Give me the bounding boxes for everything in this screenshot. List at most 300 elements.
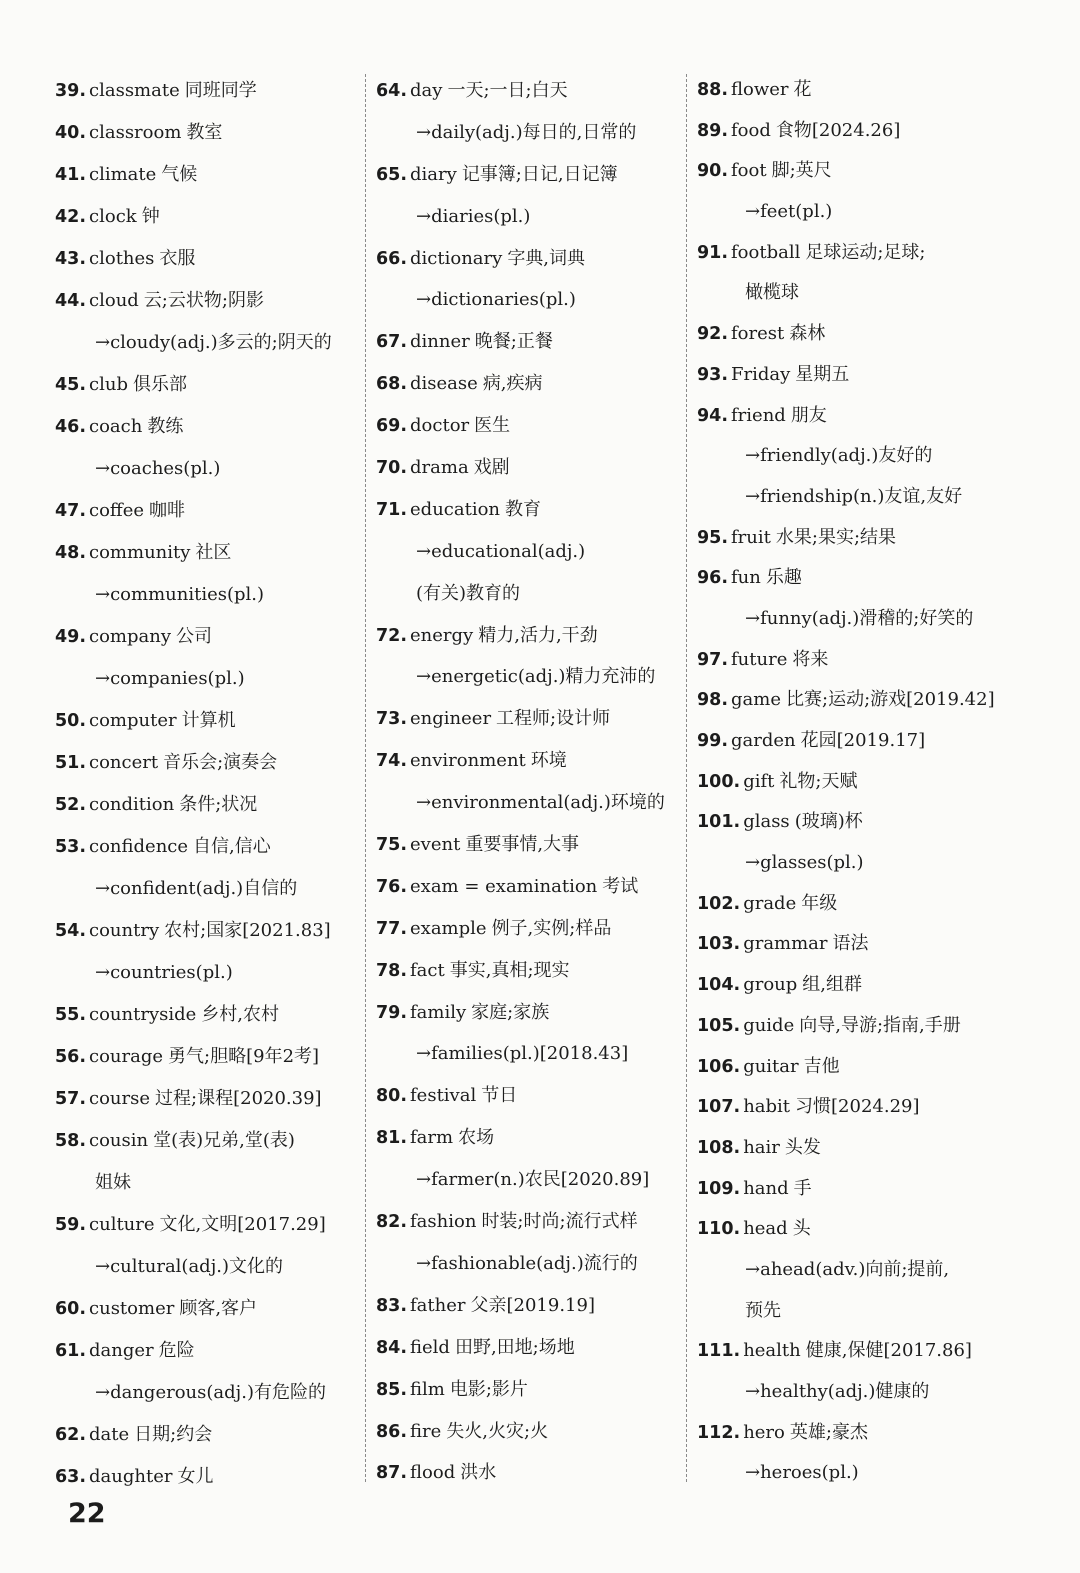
entry-number: 86. <box>376 1421 408 1442</box>
entry-meaning: 足球运动;足球; <box>805 241 926 263</box>
entry-continuation <box>55 448 360 490</box>
entry-meaning: 朋友 <box>790 404 827 426</box>
entry-number: 71. <box>376 499 408 520</box>
continuation-text: 姐妹 <box>95 1172 131 1193</box>
entry-number: 103. <box>697 934 741 955</box>
vocab-entry <box>697 802 1007 843</box>
entry-meaning: 农场 <box>458 1127 495 1149</box>
entry-meaning: 自信,信心 <box>193 836 271 857</box>
entry-word: foot <box>731 160 767 182</box>
entry-number: 76. <box>376 876 408 897</box>
entry-meaning: 晚餐;正餐 <box>474 331 553 353</box>
entry-word: engineer <box>410 708 492 730</box>
entry-number: 61. <box>55 1341 87 1361</box>
vocab-entry <box>376 363 681 405</box>
entry-continuation <box>697 436 1007 477</box>
page-number: 22 <box>68 1498 106 1529</box>
entry-meaning: 病,疾病 <box>482 373 543 395</box>
entry-word: event <box>410 834 461 856</box>
entry-continuation <box>697 1250 1007 1291</box>
vocab-entry <box>376 615 681 657</box>
vocab-entry <box>697 1169 1007 1210</box>
entry-word: field <box>410 1336 450 1358</box>
entry-word: confidence <box>89 836 189 857</box>
continuation-text: →fashionable(adj.)流行的 <box>416 1252 638 1274</box>
entry-number: 89. <box>697 120 729 141</box>
column-divider-1 <box>365 74 366 1482</box>
entry-continuation <box>697 273 1007 314</box>
entry-meaning: 头发 <box>784 1136 821 1158</box>
vocab-entry <box>55 1078 360 1120</box>
vocab-entry <box>55 616 360 658</box>
entry-word: guitar <box>743 1055 799 1077</box>
entry-continuation <box>376 782 681 824</box>
entry-number: 45. <box>55 375 87 395</box>
vocab-entry <box>55 1456 360 1498</box>
entry-number: 105. <box>697 1015 741 1036</box>
vocab-entry <box>55 1330 360 1372</box>
entry-number: 43. <box>55 249 87 269</box>
entry-number: 55. <box>55 1005 87 1025</box>
vocab-entry <box>376 238 681 280</box>
entry-meaning: 咖啡 <box>149 500 186 521</box>
entry-meaning: 乡村,农村 <box>201 1004 280 1025</box>
vocab-entry <box>376 1117 681 1159</box>
entry-meaning: 事实,真相;现实 <box>449 959 570 981</box>
entry-meaning: 花 <box>793 79 812 100</box>
entry-number: 80. <box>376 1086 408 1107</box>
entry-meaning: 同班同学 <box>184 80 257 101</box>
entry-meaning: 衣服 <box>159 248 196 269</box>
entry-word: fun <box>731 567 761 589</box>
vocab-entry <box>697 151 1007 192</box>
entry-meaning: 过程;课程[2020.39] <box>155 1088 322 1109</box>
entry-continuation <box>697 1291 1007 1332</box>
entry-number: 63. <box>55 1467 87 1487</box>
entry-word: club <box>89 374 128 395</box>
vocab-entry <box>697 111 1007 152</box>
entry-word: country <box>89 920 160 941</box>
vocab-entry <box>376 321 681 363</box>
entry-number: 81. <box>376 1128 408 1149</box>
entry-number: 52. <box>55 795 87 815</box>
entry-word: food <box>731 119 771 141</box>
entry-word: course <box>89 1088 151 1109</box>
vocab-entry <box>376 950 681 992</box>
vocab-entry <box>697 924 1007 965</box>
entry-meaning: 失火,火灾;火 <box>446 1420 549 1442</box>
entry-word: head <box>743 1218 788 1240</box>
entry-word: group <box>743 974 798 996</box>
entry-meaning: 环境 <box>530 750 567 772</box>
entry-word: fire <box>410 1420 442 1442</box>
entry-number: 48. <box>55 543 87 563</box>
entry-meaning: 花园[2019.17] <box>800 730 926 751</box>
entry-meaning: 重要事情,大事 <box>465 834 580 856</box>
entry-meaning: 勇气;胆略[9年2考] <box>168 1046 320 1067</box>
entry-number: 95. <box>697 527 729 548</box>
entry-word: example <box>410 917 487 939</box>
entry-meaning: 星期五 <box>795 363 850 385</box>
entry-word: festival <box>410 1085 477 1107</box>
vocab-entry <box>376 908 681 950</box>
vocab-entry <box>697 1006 1007 1047</box>
entry-meaning: 计算机 <box>181 710 236 731</box>
entry-number: 100. <box>697 771 741 792</box>
vocab-entry <box>697 721 1007 762</box>
entry-number: 110. <box>697 1219 741 1240</box>
entry-meaning: 文化,文明[2017.29] <box>159 1214 326 1235</box>
vocab-entry <box>697 233 1007 274</box>
entry-number: 42. <box>55 207 87 227</box>
entry-word: classroom <box>89 122 182 143</box>
entry-continuation <box>697 192 1007 233</box>
entry-meaning: 组,组群 <box>802 974 863 996</box>
continuation-text: →healthy(adj.)健康的 <box>745 1381 930 1402</box>
vocab-entry <box>697 640 1007 681</box>
continuation-text: →diaries(pl.) <box>416 205 531 227</box>
entry-word: countryside <box>89 1004 197 1025</box>
entry-meaning: 节日 <box>481 1085 518 1107</box>
vocab-entry <box>55 112 360 154</box>
vocab-entry <box>697 314 1007 355</box>
entry-continuation <box>697 1453 1007 1494</box>
entry-number: 69. <box>376 416 408 437</box>
entry-continuation <box>55 658 360 700</box>
entry-meaning: 危险 <box>158 1340 195 1361</box>
vocab-entry <box>376 70 681 112</box>
vocab-entry <box>55 406 360 448</box>
entry-word: dictionary <box>410 247 503 269</box>
entry-meaning: 女儿 <box>177 1466 214 1487</box>
entry-meaning: 云;云状物;阴影 <box>143 290 264 311</box>
vocab-entry <box>376 489 681 531</box>
entry-number: 64. <box>376 81 408 101</box>
entry-number: 108. <box>697 1137 741 1158</box>
entry-meaning: 工程师;设计师 <box>496 708 611 730</box>
entry-number: 107. <box>697 1097 741 1118</box>
entry-word: hair <box>743 1136 780 1158</box>
entry-word: day <box>410 80 443 101</box>
vocab-entry <box>376 1075 681 1117</box>
vocab-entry <box>376 866 681 908</box>
entry-number: 96. <box>697 568 729 589</box>
entry-word: disease <box>410 373 478 395</box>
vocab-entry <box>55 700 360 742</box>
entry-meaning: 戏剧 <box>473 457 510 479</box>
entry-continuation <box>55 952 360 994</box>
entry-word: hero <box>743 1421 785 1443</box>
entry-meaning: 英雄;豪杰 <box>789 1421 868 1443</box>
entry-number: 88. <box>697 80 729 100</box>
entry-meaning: 精力,活力,干劲 <box>478 624 598 646</box>
entry-word: game <box>731 689 781 711</box>
entry-continuation <box>55 1246 360 1288</box>
entry-continuation <box>697 1372 1007 1413</box>
entry-meaning: 音乐会;演奏会 <box>163 752 278 773</box>
entry-number: 74. <box>376 751 408 772</box>
entry-number: 83. <box>376 1295 408 1316</box>
entry-word: community <box>89 542 191 563</box>
vocab-entry <box>697 70 1007 111</box>
entry-number: 94. <box>697 405 729 426</box>
entry-meaning: 教育 <box>505 498 542 520</box>
entry-word: coffee <box>89 500 145 521</box>
entry-number: 75. <box>376 835 408 856</box>
column-3 <box>697 70 1007 1494</box>
entry-continuation <box>55 574 360 616</box>
entry-continuation <box>376 573 681 615</box>
entry-word: coach <box>89 416 143 437</box>
entry-number: 41. <box>55 165 87 185</box>
continuation-text: →dangerous(adj.)有危险的 <box>95 1382 326 1403</box>
entry-meaning: 比赛;运动;游戏[2019.42] <box>786 689 995 711</box>
vocab-entry <box>376 154 681 196</box>
continuation-text: →glasses(pl.) <box>745 852 864 874</box>
entry-number: 65. <box>376 164 408 185</box>
vocab-entry <box>55 1288 360 1330</box>
entry-number: 51. <box>55 753 87 773</box>
entry-number: 59. <box>55 1215 87 1235</box>
entry-word: diary <box>410 163 457 185</box>
entry-word: condition <box>89 794 175 815</box>
entry-meaning: 习惯[2024.29] <box>795 1096 920 1118</box>
vocab-entry <box>55 532 360 574</box>
entry-number: 97. <box>697 649 729 670</box>
entry-number: 49. <box>55 627 87 647</box>
entry-number: 70. <box>376 458 408 479</box>
vocab-entry <box>376 405 681 447</box>
entry-number: 85. <box>376 1379 408 1400</box>
continuation-text: →farmer(n.)农民[2020.89] <box>416 1169 650 1191</box>
vocab-entry <box>376 1452 681 1494</box>
entry-meaning: 手 <box>793 1177 812 1199</box>
continuation-text: →confident(adj.)自信的 <box>95 878 298 899</box>
vocab-entry <box>376 740 681 782</box>
entry-meaning: 森林 <box>789 323 826 345</box>
entry-number: 44. <box>55 291 87 311</box>
vocab-entry <box>697 680 1007 721</box>
vocab-entry <box>697 1128 1007 1169</box>
entry-number: 50. <box>55 711 87 731</box>
entry-word: climate <box>89 164 157 185</box>
entry-meaning: 食物[2024.26] <box>775 119 901 141</box>
vocab-entry <box>697 1331 1007 1372</box>
entry-continuation <box>376 112 681 154</box>
entry-meaning: 乐趣 <box>765 567 802 589</box>
entry-number: 98. <box>697 690 729 711</box>
entry-number: 112. <box>697 1422 741 1443</box>
entry-number: 72. <box>376 625 408 646</box>
column-2 <box>376 70 681 1494</box>
entry-continuation <box>376 1243 681 1285</box>
continuation-text: →daily(adj.)每日的,日常的 <box>416 121 637 143</box>
entry-continuation <box>376 196 681 238</box>
continuation-text: →dictionaries(pl.) <box>416 289 576 311</box>
entry-number: 87. <box>376 1463 408 1484</box>
entry-number: 79. <box>376 1002 408 1023</box>
entry-number: 57. <box>55 1089 87 1109</box>
entry-word: grammar <box>743 933 828 955</box>
entry-number: 54. <box>55 921 87 941</box>
entry-meaning: 医生 <box>474 415 511 437</box>
entry-word: gift <box>743 770 775 792</box>
column-divider-2 <box>686 74 687 1482</box>
entry-word: fact <box>410 959 445 981</box>
entry-word: education <box>410 498 501 520</box>
entry-meaning: 记事簿;日记,日记簿 <box>461 163 618 185</box>
vocab-entry <box>697 1209 1007 1250</box>
entry-word: classmate <box>89 80 180 101</box>
entry-meaning: 农村;国家[2021.83] <box>164 920 331 941</box>
entry-meaning: 脚;英尺 <box>771 160 832 182</box>
entry-meaning: 社区 <box>195 542 232 563</box>
continuation-text: →cloudy(adj.)多云的;阴天的 <box>95 332 332 353</box>
entry-word: flower <box>731 79 789 100</box>
continuation-text: →feet(pl.) <box>745 201 833 223</box>
continuation-text: →educational(adj.) <box>416 540 586 562</box>
continuation-text: →heroes(pl.) <box>745 1462 859 1484</box>
entry-word: friend <box>731 404 786 426</box>
entry-continuation <box>697 843 1007 884</box>
vocab-entry <box>376 1285 681 1327</box>
entry-meaning: 日期;约会 <box>134 1424 213 1445</box>
entry-number: 68. <box>376 374 408 395</box>
entry-word: dinner <box>410 331 470 353</box>
entry-meaning: 语法 <box>832 933 869 955</box>
continuation-text: →countries(pl.) <box>95 962 233 983</box>
entry-meaning: 健康,保健[2017.86] <box>805 1340 972 1362</box>
entry-meaning: 父亲[2019.19] <box>470 1294 595 1316</box>
vocab-entry <box>697 1047 1007 1088</box>
entry-word: father <box>410 1294 466 1316</box>
entry-number: 91. <box>697 242 729 263</box>
entry-number: 66. <box>376 248 408 269</box>
vocab-entry <box>376 1201 681 1243</box>
vocab-entry <box>55 154 360 196</box>
continuation-text: (有关)教育的 <box>416 582 521 604</box>
entry-number: 109. <box>697 1178 741 1199</box>
entry-number: 67. <box>376 332 408 353</box>
entry-meaning: 洪水 <box>460 1462 497 1484</box>
entry-word: danger <box>89 1340 154 1361</box>
entry-number: 73. <box>376 709 408 730</box>
entry-continuation <box>376 656 681 698</box>
entry-word: flood <box>410 1462 456 1484</box>
entry-meaning: 例子,实例;样品 <box>491 917 612 939</box>
vocab-entry <box>697 396 1007 437</box>
vocab-entry <box>55 1204 360 1246</box>
entry-continuation <box>376 1033 681 1075</box>
continuation-text: 预先 <box>745 1299 781 1321</box>
entry-number: 78. <box>376 960 408 981</box>
continuation-text: →cultural(adj.)文化的 <box>95 1256 284 1277</box>
entry-number: 47. <box>55 501 87 521</box>
entry-word: Friday <box>731 363 791 385</box>
entry-continuation <box>376 279 681 321</box>
vocab-entry <box>55 238 360 280</box>
entry-number: 62. <box>55 1425 87 1445</box>
entry-word: garden <box>731 730 796 751</box>
entry-number: 82. <box>376 1212 408 1233</box>
entry-word: future <box>731 648 788 670</box>
entry-word: courage <box>89 1046 164 1067</box>
entry-meaning: 电影;影片 <box>449 1378 528 1400</box>
entry-meaning: 水果;果实;结果 <box>775 526 897 548</box>
entry-meaning: 教练 <box>147 416 184 437</box>
entry-word: date <box>89 1424 130 1445</box>
vocab-entry <box>376 447 681 489</box>
entry-word: computer <box>89 710 177 731</box>
entry-word: company <box>89 626 172 647</box>
entry-meaning: 田野,田地;场地 <box>454 1336 575 1358</box>
entry-number: 53. <box>55 837 87 857</box>
entry-meaning: 条件;状况 <box>179 794 258 815</box>
vocab-entry <box>697 1413 1007 1454</box>
vocab-entry <box>376 1411 681 1453</box>
entry-word: fashion <box>410 1211 477 1233</box>
vocab-entry <box>55 1036 360 1078</box>
entry-meaning: 教室 <box>186 122 223 143</box>
entry-word: environment <box>410 750 526 772</box>
vocab-entry <box>55 994 360 1036</box>
entry-word: clock <box>89 206 137 227</box>
entry-number: 104. <box>697 975 741 996</box>
vocab-entry <box>55 1120 360 1162</box>
entry-word: culture <box>89 1214 155 1235</box>
vocab-entry <box>55 784 360 826</box>
entry-number: 101. <box>697 812 741 833</box>
vocab-entry <box>697 762 1007 803</box>
entry-word: film <box>410 1378 445 1400</box>
vocab-entry <box>55 826 360 868</box>
entry-meaning: 字典,词典 <box>507 247 586 269</box>
vocab-entry <box>55 70 360 112</box>
entry-word: fruit <box>731 526 771 548</box>
entry-number: 39. <box>55 81 87 101</box>
entry-word: forest <box>731 323 785 345</box>
vocab-entry <box>55 364 360 406</box>
entry-continuation <box>55 868 360 910</box>
vocab-entry <box>55 490 360 532</box>
entry-word: health <box>743 1340 801 1362</box>
entry-word: doctor <box>410 415 470 437</box>
continuation-text: 橄榄球 <box>745 282 799 304</box>
continuation-text: →friendship(n.)友谊,友好 <box>745 485 963 507</box>
vocab-entry <box>55 280 360 322</box>
entry-word: exam = examination <box>410 875 598 897</box>
continuation-text: →friendly(adj.)友好的 <box>745 445 933 467</box>
entry-word: clothes <box>89 248 155 269</box>
entry-meaning: 俱乐部 <box>132 374 187 395</box>
entry-meaning: 时装;时尚;流行式样 <box>481 1211 638 1233</box>
entry-word: customer <box>89 1298 175 1319</box>
entry-number: 99. <box>697 731 729 751</box>
vocab-entry <box>697 884 1007 925</box>
continuation-text: →coaches(pl.) <box>95 458 221 479</box>
entry-word: football <box>731 241 801 263</box>
vocab-entry <box>376 992 681 1034</box>
entry-meaning: 将来 <box>792 648 829 670</box>
entry-number: 77. <box>376 918 408 939</box>
entry-meaning: 考试 <box>602 875 639 897</box>
entry-word: guide <box>743 1014 795 1036</box>
entry-continuation <box>55 322 360 364</box>
entry-meaning: 家庭;家族 <box>471 1001 550 1023</box>
entry-word: family <box>410 1001 467 1023</box>
continuation-text: →companies(pl.) <box>95 668 245 689</box>
continuation-text: →environmental(adj.)环境的 <box>416 792 665 814</box>
